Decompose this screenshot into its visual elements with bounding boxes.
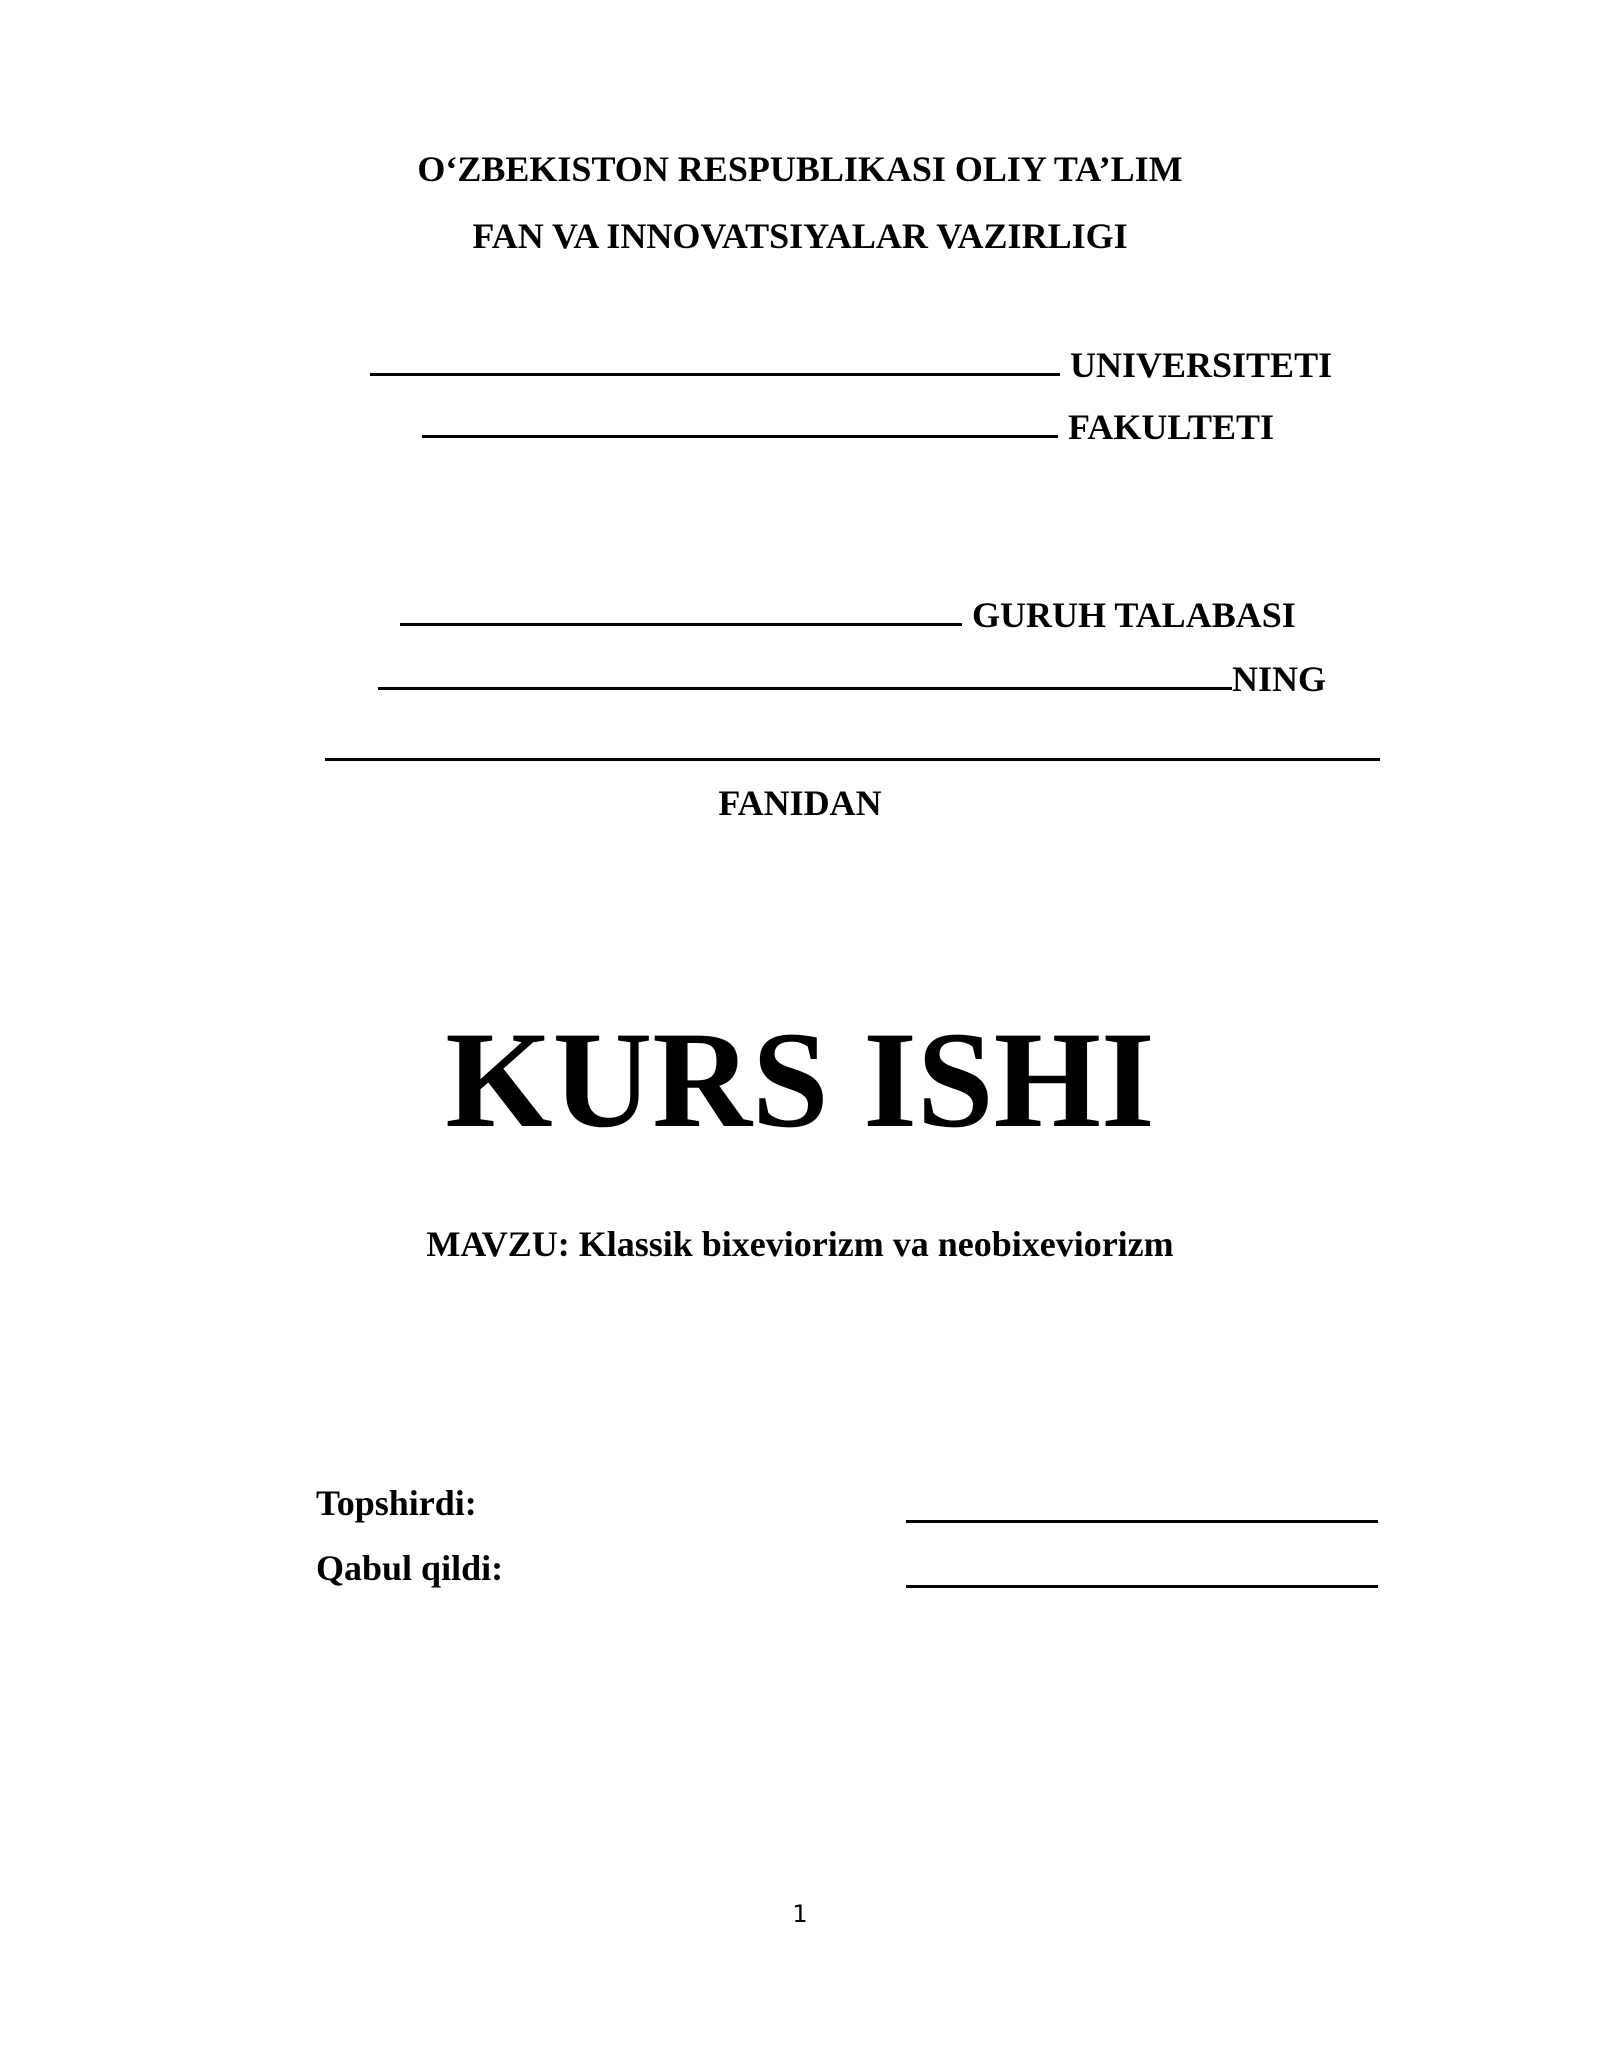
group-field xyxy=(400,594,1296,636)
student-blank-line xyxy=(378,687,1232,690)
accepted-by-label: Qabul qildi: xyxy=(316,1548,504,1588)
ministry-heading-line1: O‘ZBEKISTON RESPUBLIKASI OLIY TA’LIM xyxy=(417,149,1183,189)
ministry-heading-line2: FAN VA INNOVATSIYALAR VAZIRLIGI xyxy=(472,216,1128,256)
university-label: UNIVERSITETI xyxy=(1070,345,1333,385)
university-blank-line xyxy=(370,373,1060,376)
university-field xyxy=(370,344,1332,386)
faculty-label: FAKULTETI xyxy=(1068,407,1275,447)
document-title: KURS ISHI xyxy=(445,1003,1155,1156)
topic-line: MAVZU: Klassik bixeviorizm va neobixeviorizm xyxy=(426,1224,1174,1264)
page-number: 1 xyxy=(792,1900,808,1928)
group-label: GURUH TALABASI xyxy=(972,595,1296,635)
accepted-by-blank-line xyxy=(906,1585,1378,1588)
subject-label: FANIDAN xyxy=(718,783,882,823)
submitted-by-label: Topshirdi: xyxy=(316,1483,477,1523)
subject-blank-line xyxy=(325,758,1380,761)
faculty-field xyxy=(422,406,1274,448)
group-blank-line xyxy=(400,623,962,626)
submitted-by-blank-line xyxy=(906,1520,1378,1523)
faculty-blank-line xyxy=(422,435,1058,438)
student-label: NING xyxy=(1232,659,1327,699)
student-field xyxy=(378,658,1326,700)
